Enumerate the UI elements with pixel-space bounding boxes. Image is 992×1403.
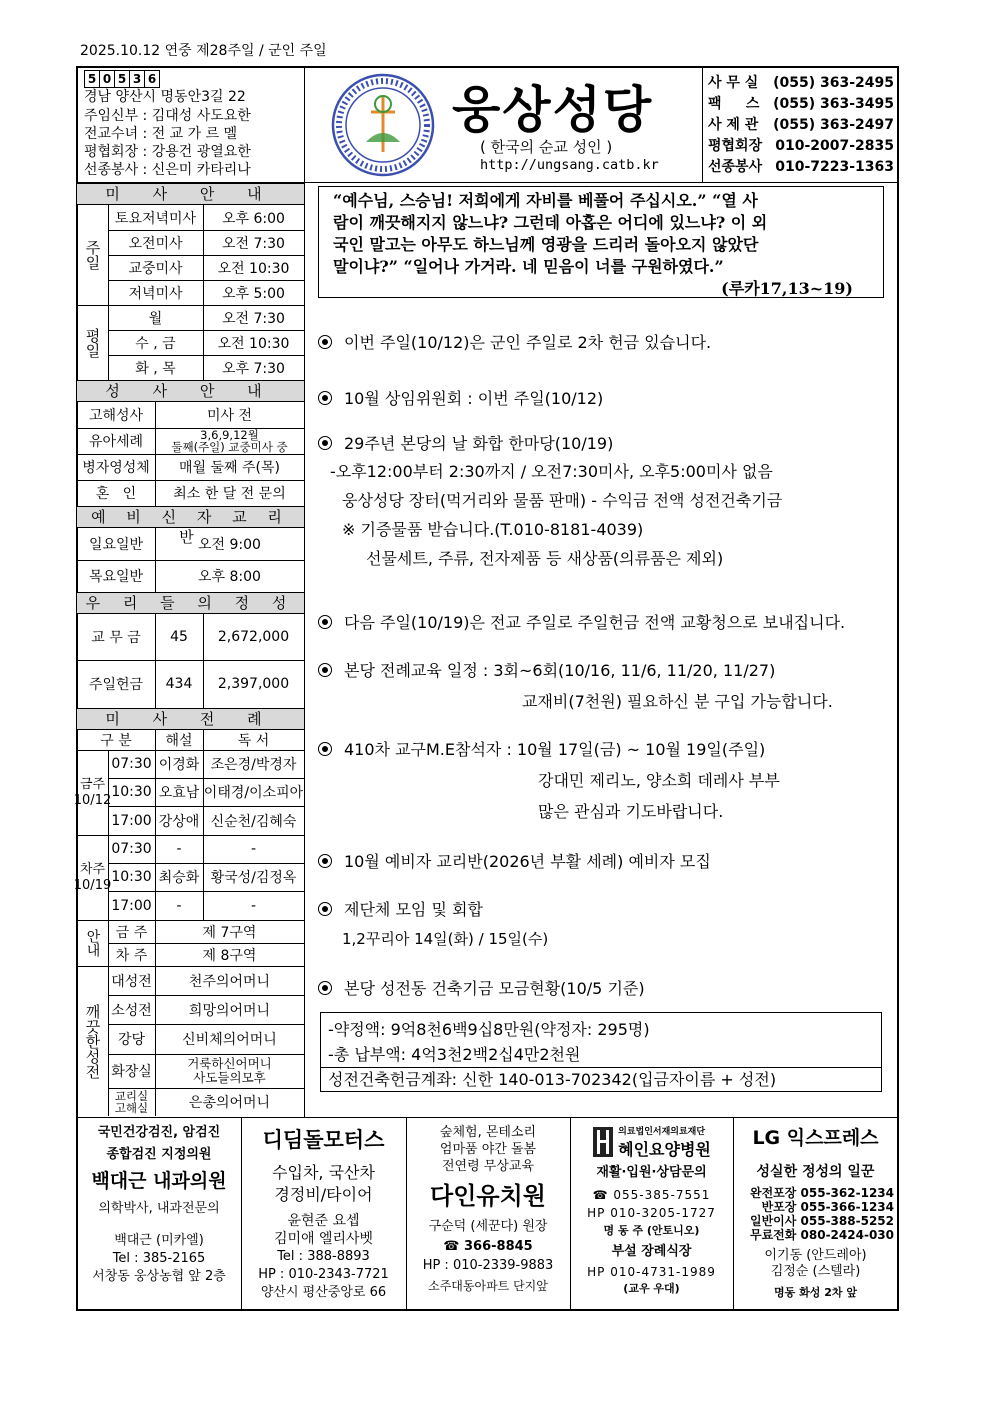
class-name: 목요일반 xyxy=(88,569,144,585)
ad-line: HP : 010-2339-9883 xyxy=(422,1258,554,1273)
liturgy-header: 독 서 xyxy=(237,733,270,749)
notice-text: 본당 성전동 건축기금 모금현황(10/5 기준) xyxy=(344,979,645,998)
next-week-label: 차주 10/19 xyxy=(73,861,112,893)
zip-digit: 3 xyxy=(129,70,145,88)
staff-priest: 주임신부 : 김대성 사도요한 xyxy=(84,108,251,124)
ad-line: Tel : 385-2165 xyxy=(112,1251,206,1266)
notice-text: 410차 교구M.E참석자 : 10월 17일(금) ~ 10월 19일(주일) xyxy=(344,740,766,759)
cleaning-place: 화장실 xyxy=(111,1064,152,1080)
cleaning-group: 천주의어머니 xyxy=(188,973,271,990)
ad-line: 명동 화성 2차 앞 xyxy=(774,1286,857,1299)
contact-value: (055) 363-3495 xyxy=(773,96,894,112)
date-line: 2025.10.12 연중 제28주일 / 군인 주일 xyxy=(80,43,327,59)
contact-office xyxy=(708,73,894,94)
bullet-icon xyxy=(318,981,332,995)
cleaning-place: 소성전 xyxy=(111,1002,152,1019)
left-column-divider xyxy=(304,67,305,1117)
notice-subline: 선물세트, 주류, 전자제품 등 새상품(의류품은 제외) xyxy=(366,549,724,568)
ad-kindergarten xyxy=(406,1124,570,1297)
contact-president xyxy=(708,136,894,157)
ad-line: Tel : 388-8893 xyxy=(277,1249,370,1264)
gospel-reference: (루카17,13~19) xyxy=(721,279,853,298)
ad-line: 의학박사, 내과전문의 xyxy=(98,1201,220,1216)
commentator: - xyxy=(176,841,182,857)
ad-line: 의료법인서재의료재단 xyxy=(618,1127,706,1137)
ad-line: 무료전화 080-2424-030 xyxy=(749,1228,894,1242)
ad-line: 소주대동아파트 단지앞 xyxy=(428,1279,548,1293)
cleaning-label: 깨끗한성전 xyxy=(83,1003,102,1079)
ad-line: ☎ 055-385-7551 xyxy=(592,1188,711,1202)
liturgy-header: 구 분 xyxy=(100,733,132,749)
offering-name: 주일헌금 xyxy=(88,677,144,693)
fund-account: 성전건축헌금계좌: 신한 140-013-702342(입금자이름 + 성전) xyxy=(328,1070,777,1089)
guide-name: 차 주 xyxy=(115,947,148,964)
sacrament-title: 성 사 안 내 xyxy=(77,380,304,402)
class-name: 일요일반 xyxy=(88,537,144,553)
hospital-icon xyxy=(592,1126,614,1158)
weekday-label: 평일 xyxy=(83,327,102,358)
mass-name: 수 , 금 xyxy=(135,335,176,352)
parish-logo xyxy=(330,72,436,178)
patron: ( 한국의 순교 성인 ) xyxy=(480,138,613,156)
liturgy-time: 10:30 xyxy=(111,784,152,800)
mass-time: 오후 5:00 xyxy=(222,285,285,302)
notice-item xyxy=(318,610,845,633)
sacrament-value: 최소 한 달 전 문의 xyxy=(173,486,286,502)
gospel-line: 람이 깨끗해지지 않느냐? 그런데 아홉은 어디에 있느냐? 이 외 xyxy=(333,213,768,232)
cleaning-group: 희망의어머니 xyxy=(188,1002,271,1019)
bullet-icon xyxy=(318,663,332,677)
sacrament-value: 미사 전 xyxy=(206,408,253,424)
notice-text: 제단체 모임 및 회합 xyxy=(344,900,483,919)
guide-name: 금 주 xyxy=(115,924,148,941)
class-time: 오전 9:00 xyxy=(198,537,261,553)
contact-value: (055) 363-2495 xyxy=(773,75,894,91)
commentator: 이경화 xyxy=(158,757,200,773)
cleaning-group: 거룩하신어머니 사도들의모후 xyxy=(187,1056,272,1085)
zip-digit: 5 xyxy=(114,70,130,88)
readers: 신순천/김혜숙 xyxy=(210,813,297,830)
sacrament-name: 유아세례 xyxy=(88,434,144,450)
mass-guide-title: 미 사 안 내 xyxy=(77,183,304,205)
bullet-icon xyxy=(318,615,332,629)
ad-line: 일반이사 055-388-5252 xyxy=(749,1214,894,1228)
ad-movers xyxy=(733,1124,898,1306)
ad-line: 구순덕 (세꾼다) 원장 xyxy=(428,1219,548,1234)
readers: - xyxy=(250,897,257,914)
mass-name: 오전미사 xyxy=(128,235,183,252)
notice-subline: 많은 관심과 기도바랍니다. xyxy=(538,802,724,821)
ad-line: 숲체험, 몬테소리 xyxy=(439,1125,537,1140)
liturgy-time: 17:00 xyxy=(111,812,152,829)
bullet-icon xyxy=(318,335,332,349)
mass-time: 오후 7:30 xyxy=(222,360,285,377)
bullet-icon xyxy=(318,391,332,405)
readers: 황국성/김정옥 xyxy=(210,870,297,886)
ad-line: 서창동 웅상농협 앞 2층 xyxy=(92,1269,226,1284)
contact-value: (055) 363-2497 xyxy=(773,117,894,133)
liturgy-time: 07:30 xyxy=(111,756,152,772)
notice-text: 10월 예비자 교리반(2026년 부활 세례) 예비자 모집 xyxy=(344,852,711,871)
notice-text: 이번 주일(10/12)은 군인 주일로 2차 헌금 있습니다. xyxy=(344,333,712,352)
ad-line: 부설 장례식장 xyxy=(611,1244,692,1259)
notice-item xyxy=(318,897,548,949)
notice-subline: ※ 기증물품 받습니다.(T.010-8181-4039) xyxy=(342,520,644,539)
staff-funeral: 선종봉사 : 신은미 카타리나 xyxy=(84,162,251,178)
cleaning-place: 강당 xyxy=(117,1032,146,1048)
catechumen-title: 예 비 신 자 교 리 반 xyxy=(77,506,304,528)
mass-time: 오전 10:30 xyxy=(217,260,290,277)
notice-text: 10월 상임위원회 : 이번 주일(10/12) xyxy=(344,389,604,408)
address: 경남 양산시 명동안3길 22 xyxy=(84,89,246,105)
notice-item xyxy=(318,737,780,822)
fund-paid: -총 납부액: 4억3천2백2십4만2천원 xyxy=(328,1045,581,1064)
readers: - xyxy=(250,841,257,857)
notice-item xyxy=(318,330,711,353)
readers: 이태경/이소피아 xyxy=(203,785,304,801)
notice-subline: 웅상성당 장터(먹거리와 물품 판매) - 수익금 전액 성전건축기금 xyxy=(342,491,783,510)
ad-line: 수입차, 국산차 xyxy=(272,1163,375,1182)
notice-subline: 1,2꾸리아 14일(화) / 15일(수) xyxy=(342,930,549,948)
bullet-icon xyxy=(318,902,332,916)
fund-pledged: -약정액: 9억8천6백9십8만원(약정자: 295명) xyxy=(328,1020,650,1039)
mass-name: 교중미사 xyxy=(128,260,183,277)
notice-subline: 강대민 제리노, 양소희 데레사 부부 xyxy=(538,771,780,790)
ad-line: 전연령 무상교육 xyxy=(441,1159,535,1174)
notice-text: 29주년 본당의 날 화합 한마당(10/19) xyxy=(344,434,614,453)
contact-rectory xyxy=(708,115,894,136)
liturgy-header: 해설 xyxy=(165,733,193,749)
guide-label: 안내 xyxy=(84,929,101,957)
notice-item xyxy=(318,386,603,409)
bullet-icon xyxy=(318,742,332,756)
offering-count: 45 xyxy=(170,629,188,645)
ad-line: (교우 우대) xyxy=(623,1282,680,1295)
contact-divider xyxy=(702,67,703,182)
bullet-icon xyxy=(318,436,332,450)
guide-value: 제 7구역 xyxy=(202,924,257,941)
notice-subline: -오후12:00부터 2:30까지 / 오전7:30미사, 오후5:00미사 없음 xyxy=(330,462,773,481)
ad-line: HP 010-3205-1727 xyxy=(587,1206,716,1220)
commentator: 최승화 xyxy=(158,870,200,886)
ad-line: LG 익스프레스 xyxy=(752,1127,879,1149)
offering-amount: 2,672,000 xyxy=(217,629,290,645)
gospel-text xyxy=(333,190,873,300)
contact-list xyxy=(708,73,894,178)
ad-line: HP : 010-2343-7721 xyxy=(258,1267,389,1282)
liturgy-time: 17:00 xyxy=(111,897,152,914)
ad-line: 경정비/타이어 xyxy=(274,1185,373,1204)
sacrament-name: 혼 인 xyxy=(95,486,137,502)
mass-time: 오전 10:30 xyxy=(217,335,290,352)
staff-president: 평협회장 : 강용건 광열요한 xyxy=(84,144,251,160)
ad-motors xyxy=(241,1124,406,1302)
liturgy-title: 미 사 전 례 xyxy=(77,708,304,730)
ad-line: 국민건강검진, 암검진 xyxy=(97,1125,221,1140)
ad-line: 완전포장 055-362-1234 xyxy=(749,1186,894,1200)
cleaning-group: 신비체의어머니 xyxy=(182,1032,277,1048)
notice-item xyxy=(318,658,833,712)
class-time: 오후 8:00 xyxy=(198,569,261,585)
sacrament-name: 고해성사 xyxy=(88,408,144,424)
notice-text: 본당 전례교육 일정 : 3회~6회(10/16, 11/6, 11/20, 11/27) xyxy=(344,661,776,680)
ad-line: 성실한 정성의 일꾼 xyxy=(756,1164,875,1180)
guide-value: 제 8구역 xyxy=(202,947,257,964)
liturgy-time: 07:30 xyxy=(111,841,152,857)
cleaning-group: 은총의어머니 xyxy=(188,1095,271,1111)
zip-digit: 6 xyxy=(144,70,160,88)
gospel-line: 말이냐?” “일어나 가거라. 네 믿음이 너를 구원하였다.” xyxy=(333,257,724,276)
ad-line: 재활·입원·상담문의 xyxy=(596,1165,707,1180)
ads-divider xyxy=(77,1117,898,1118)
ad-line: 반포장 055-366-1234 xyxy=(761,1200,894,1214)
offering-amount: 2,397,000 xyxy=(217,676,290,692)
this-week-label: 금주 10/12 xyxy=(73,776,112,808)
notice-item xyxy=(318,433,782,575)
notice-text: 다음 주일(10/19)은 전교 주일로 주일헌금 전액 교황청으로 보내집니다. xyxy=(344,613,846,632)
contact-funeral xyxy=(708,157,894,178)
contact-label: 평협회장 xyxy=(708,138,763,154)
offering-title: 우 리 들 의 정 성 xyxy=(77,592,304,614)
ad-line: 혜인요양병원 xyxy=(618,1140,711,1159)
notice-item xyxy=(318,849,711,872)
mass-time: 오전 7:30 xyxy=(222,235,285,252)
ad-line: 양산시 평산중앙로 66 xyxy=(260,1285,387,1300)
mass-time: 오전 7:30 xyxy=(222,310,285,327)
notice-item xyxy=(318,976,645,999)
mass-name: 월 xyxy=(148,310,163,327)
ad-line: ☎ 366-8845 xyxy=(443,1239,533,1254)
sacrament-name: 병자영성체 xyxy=(82,460,150,476)
commentator: 오효남 xyxy=(158,785,200,801)
parish-name: 웅상성당 xyxy=(452,81,654,139)
gospel-line: 국인 말고는 아무도 하느님께 영광을 드리러 돌아오지 않았단 xyxy=(333,235,759,254)
parish-url[interactable]: http://ungsang.catb.kr xyxy=(480,157,659,173)
commentator: - xyxy=(176,897,182,914)
ad-line: 백대근 내과의원 xyxy=(91,1170,227,1192)
ad-line: 종합검진 지정의원 xyxy=(106,1147,212,1162)
ad-line: 백대근 (미카엘) xyxy=(114,1233,204,1248)
hospital-logo xyxy=(570,1124,733,1160)
contact-label: 선종봉사 xyxy=(708,159,763,175)
cleaning-place: 교리실 고해실 xyxy=(114,1089,149,1115)
mass-name: 화 , 목 xyxy=(135,360,176,377)
contact-value: 010-7223-1363 xyxy=(775,159,894,175)
liturgy-time: 10:30 xyxy=(111,869,152,885)
sacrament-value: 매월 둘째 주(목) xyxy=(179,460,280,476)
contact-label: 사 무 실 xyxy=(708,75,759,91)
mass-time: 오후 6:00 xyxy=(222,210,285,227)
notice-subline: 교재비(7천원) 필요하신 분 구입 가능합니다. xyxy=(522,692,833,711)
gospel-line: “예수님, 스승님! 저희에게 자비를 베풀어 주십시오.” “열 사 xyxy=(333,191,758,210)
ad-line: 명 동 주 (안토니오) xyxy=(603,1224,700,1237)
mass-name: 저녁미사 xyxy=(128,285,183,302)
cleaning-place: 대성전 xyxy=(111,973,152,990)
ad-line: HP 010-4731-1989 xyxy=(587,1265,716,1279)
contact-fax xyxy=(708,94,894,115)
ad-hospital xyxy=(570,1124,733,1298)
contact-label: 사 제 관 xyxy=(708,117,759,133)
zip-digit: 5 xyxy=(84,70,100,88)
commentator: 강상애 xyxy=(158,813,200,830)
bullet-icon xyxy=(318,854,332,868)
sunday-label: 주일 xyxy=(83,240,102,270)
ad-line: 김미애 엘리사벳 xyxy=(273,1231,374,1247)
sacrament-value: 3,6,9,12월 둘째(주일) 교중미사 중 xyxy=(171,428,288,454)
contact-value: 010-2007-2835 xyxy=(775,138,894,154)
ad-line: 이기동 (안드레아) xyxy=(764,1248,867,1263)
contact-label: 팩 스 xyxy=(708,96,760,112)
staff-sister: 전교수녀 : 전 교 가 르 멜 xyxy=(84,126,238,142)
offering-name: 교 무 금 xyxy=(91,630,141,646)
mass-name: 토요저녁미사 xyxy=(114,210,197,227)
staff-list xyxy=(84,107,251,179)
zip-code xyxy=(84,68,159,88)
ad-clinic xyxy=(77,1122,241,1286)
zip-digit: 0 xyxy=(99,70,115,88)
ad-line: 엄마품 야간 돌봄 xyxy=(439,1142,537,1157)
readers: 조은경/박경자 xyxy=(210,757,297,773)
ad-line: 다인유치원 xyxy=(430,1181,546,1210)
offering-count: 434 xyxy=(165,676,193,692)
ad-line: 디딤돌모터스 xyxy=(262,1128,385,1152)
ad-line: 윤현준 요셉 xyxy=(287,1213,360,1229)
ad-line: 김정순 (스텔라) xyxy=(770,1264,861,1279)
